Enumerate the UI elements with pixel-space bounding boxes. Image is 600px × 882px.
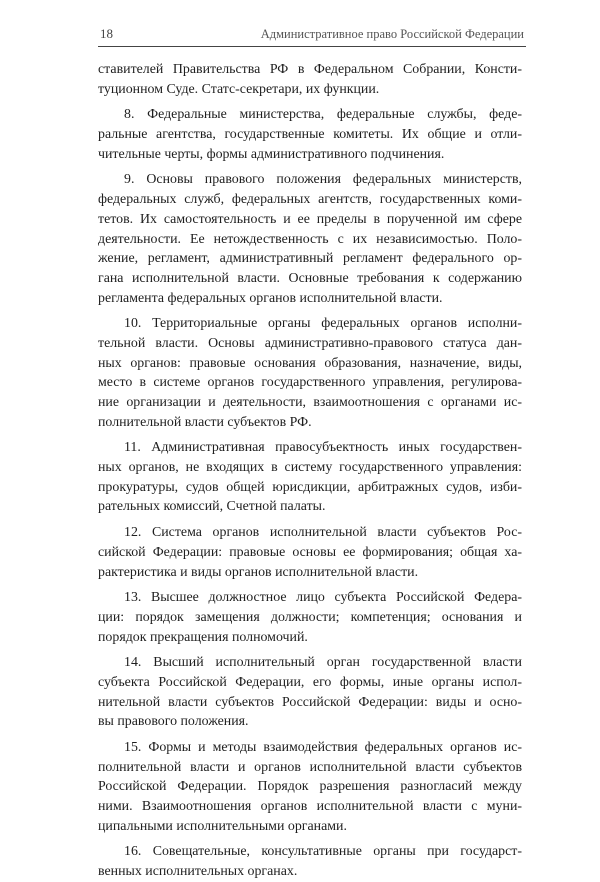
paragraph	[98, 653, 522, 732]
text-line: венных исполнительных органах.	[98, 864, 298, 880]
text-line: 14. Высший исполнительный орган государственной власти	[124, 655, 522, 671]
text-line: прокуратуры, судов общей юрисдикции, арбитражных судов, изби-	[98, 479, 522, 495]
page-header	[98, 26, 526, 47]
text-line: полнительной власти субъектов РФ.	[98, 414, 312, 430]
text-line: 11. Административная правосубъектность иных государствен-	[124, 440, 522, 456]
text-line: ставителей Правительства РФ в Федеральном Собрании, Консти-	[98, 62, 522, 77]
text-line: жение, регламент, административный регламент федерального ор-	[98, 251, 522, 267]
page-number: 18	[100, 26, 113, 41]
text-line: 12. Система органов исполнительной власти субъектов Рос-	[124, 525, 522, 541]
paragraph	[98, 60, 522, 99]
text-line: порядок прекращения полномочий.	[98, 629, 308, 645]
text-line: сийской Федерации: правовые основы ее формирования; общая ха-	[98, 544, 522, 560]
paragraph	[98, 170, 522, 308]
paragraph	[98, 523, 522, 582]
body-text	[98, 60, 522, 882]
text-line: ципальными исполнительными органами.	[98, 818, 347, 834]
text-line: 10. Территориальные органы федеральных органов исполни-	[124, 316, 522, 332]
text-line: ние организации и деятельности, взаимоотношения с органами ис-	[98, 395, 522, 410]
text-line: Российской Федерации. Порядок разрешения разногласий между	[98, 779, 522, 795]
text-line: 15. Формы и методы взаимодействия федеральных органов ис-	[124, 740, 522, 755]
text-line: 13. Высшее должностное лицо субъекта Российской Федера-	[124, 590, 522, 606]
text-line: ральные агентства, государственные комитеты. Их общие и отли-	[98, 127, 522, 143]
text-line: ции: порядок замещения должности; компетенция; основания и	[98, 609, 522, 625]
text-line: рактеристика и виды органов исполнительной власти.	[98, 564, 419, 580]
text-line: 8. Федеральные министерства, федеральные службы, феде-	[124, 107, 522, 123]
text-line: 9. Основы правового положения федеральных министерств,	[124, 172, 522, 188]
text-line: ных органов, не входящих в систему государственного управления:	[98, 460, 522, 476]
text-line: туционном Суде. Статс-секретари, их функции.	[98, 81, 380, 97]
paragraph	[98, 105, 522, 164]
text-line: 16. Совещательные, консультативные органы при государст-	[124, 844, 522, 860]
paragraph	[98, 738, 522, 836]
paragraph	[98, 588, 522, 647]
running-title: Административное право Российской Федерации	[260, 27, 524, 41]
paragraph	[98, 314, 522, 432]
text-line: ними. Взаимоотношения органов исполнительной власти с муни-	[98, 799, 522, 815]
text-line: субъекта Российской Федерации, его формы, иные органы испол-	[98, 674, 522, 690]
paragraph	[98, 438, 522, 517]
text-line: вы правового положения.	[98, 714, 249, 730]
text-line: ных органов: правовые основания образования, назначение, виды,	[98, 355, 522, 371]
text-line: гана исполнительной власти. Основные требования к содержанию	[98, 270, 522, 286]
text-line: деятельности. Ее нетождественность с их независимостью. Поло-	[98, 231, 522, 247]
text-line: регламента федеральных органов исполнительной власти.	[98, 290, 443, 306]
text-line: место в системе органов государственного управления, регулирова-	[98, 375, 522, 391]
text-line: тельной власти. Основы административно-правового статуса дан-	[98, 335, 522, 351]
text-line: чительные черты, формы административного подчинения.	[98, 146, 445, 162]
paragraph	[98, 842, 522, 881]
text-line: тетов. Их самостоятельность и ее пределы в порученной им сфере	[98, 211, 522, 227]
text-line: рательных комиссий, Счетной палаты.	[98, 499, 326, 515]
text-line: нительной власти субъектов Российской Федерации: виды и осно-	[98, 694, 522, 710]
text-line: федеральных служб, федеральных агентств, государственных коми-	[98, 192, 522, 208]
text-line: полнительной власти и органов исполнительной власти субъектов	[98, 759, 522, 775]
